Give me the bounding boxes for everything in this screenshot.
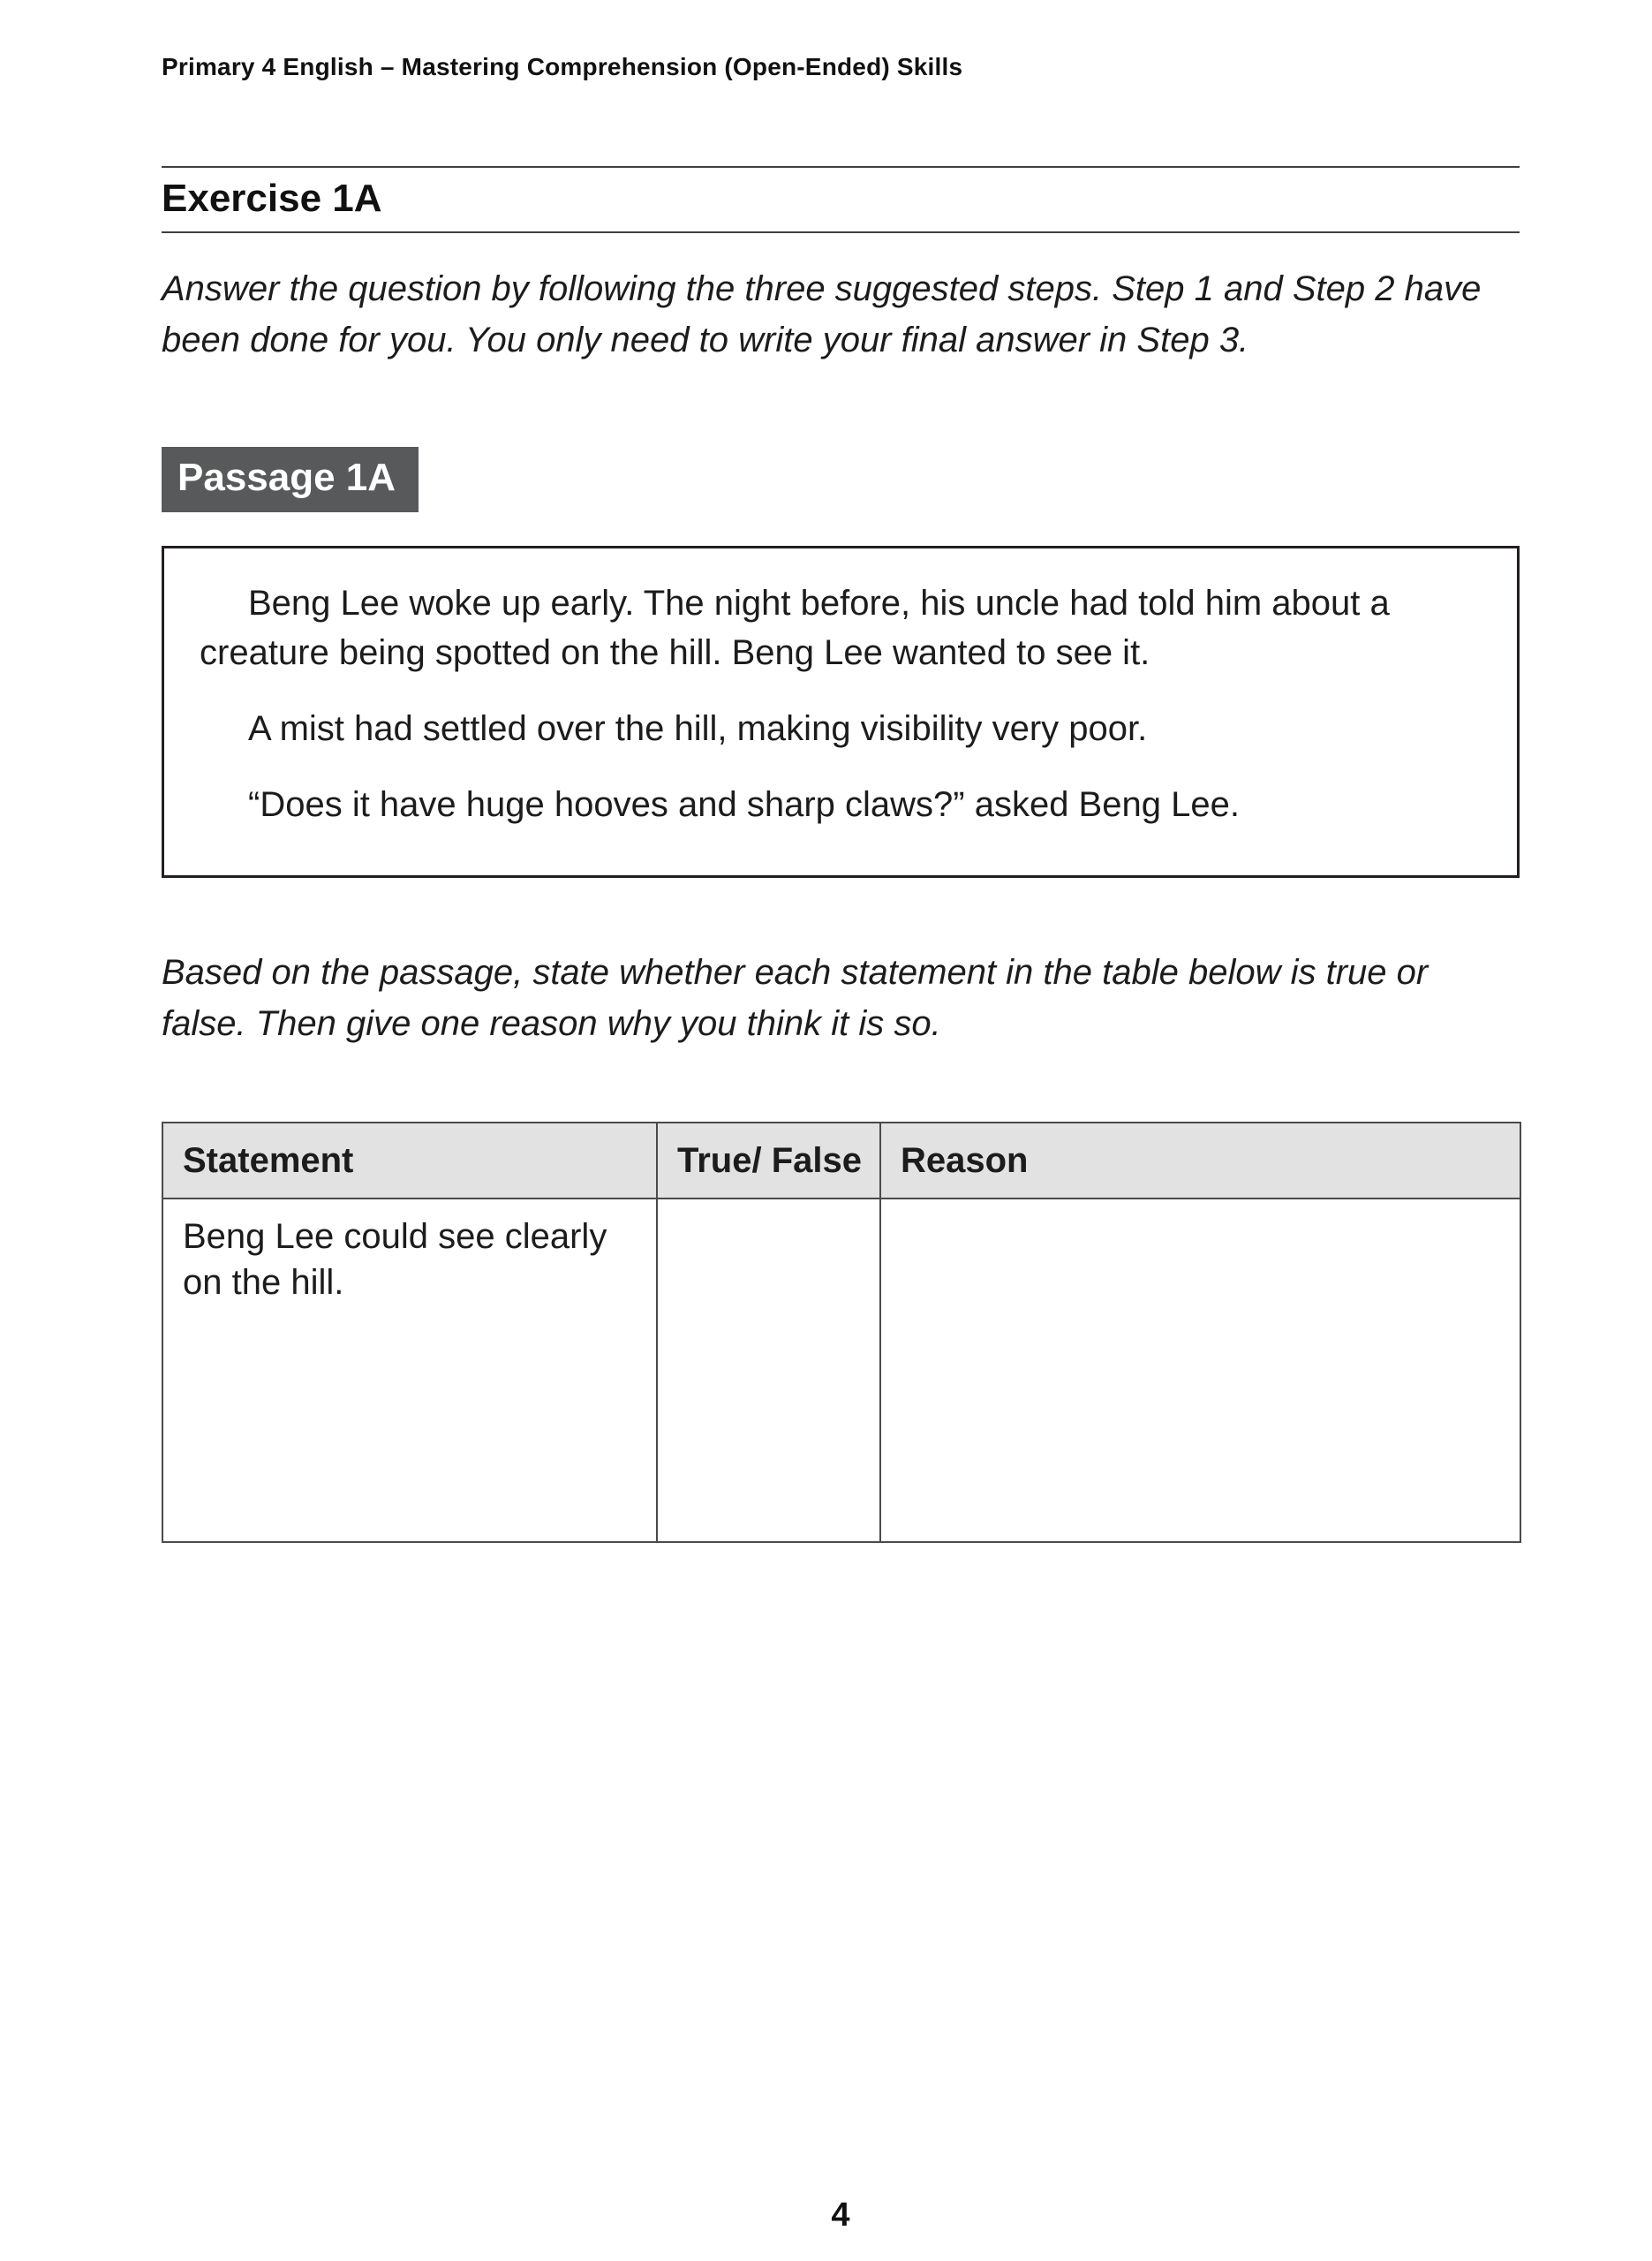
true-false-table: [162, 1122, 1521, 1543]
passage-paragraph: A mist had settled over the hill, making visibility very poor.: [248, 709, 1148, 748]
column-header-statement: Statement: [162, 1123, 657, 1199]
table-header-row: [162, 1123, 1520, 1199]
page-number: 4: [831, 2197, 850, 2234]
exercise-instructions: Answer the question by following the three suggested steps. Step 1 and Step 2 have been done for you. You only need to write your final answer in Step 3.: [162, 269, 1482, 359]
column-header-true-false: True/ False: [657, 1123, 880, 1199]
passage-label-badge: Passage 1A: [162, 447, 419, 512]
passage-paragraph: “Does it have huge hooves and sharp claws?” asked Beng Lee.: [248, 785, 1240, 824]
title-rule-bottom: [162, 231, 1520, 233]
question-instructions: Based on the passage, state whether each statement in the table below is true or false. Then give one reason why you think it is so.: [162, 953, 1429, 1043]
statement-cell: Beng Lee could see clearly on the hill.: [162, 1199, 657, 1542]
table-row: [162, 1199, 1520, 1542]
reason-answer-cell: [880, 1199, 1520, 1542]
passage-paragraph: Beng Lee woke up early. The night before, his uncle had told him about a creature being spotted on the hill. Beng Lee wanted to see it.: [200, 584, 1390, 672]
true-false-answer-cell: [657, 1199, 880, 1542]
running-header: Primary 4 English – Mastering Comprehension (Open-Ended) Skills: [162, 53, 963, 80]
passage-box: [162, 546, 1520, 878]
exercise-title: Exercise 1A: [162, 177, 382, 220]
column-header-reason: Reason: [880, 1123, 1520, 1199]
